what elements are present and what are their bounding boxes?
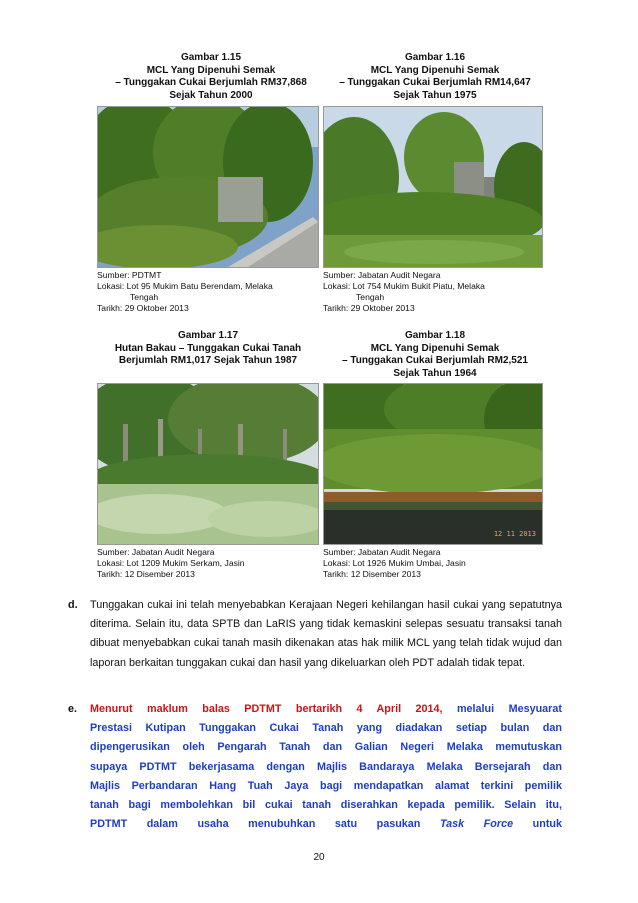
source-text: Sumber: Jabatan Audit Negara [323, 270, 441, 280]
caption-line: Berjumlah RM1,017 Sejak Tahun 1987 [118, 355, 298, 366]
paragraph-line: Prestasi Kutipan Tunggakan Cukai Tanah yang diadakan setiap bulan dan [90, 722, 562, 735]
location-text: Lokasi: Lot 1209 Mukim Serkam, Jasin [97, 558, 245, 568]
figure-1-16-caption [325, 52, 545, 102]
figure-1-18-source [323, 547, 466, 580]
caption-line: Gambar 1.18 [404, 330, 466, 341]
riverside-vegetation-photo [323, 383, 543, 545]
date-text: Tarikh: 12 Disember 2013 [323, 569, 421, 579]
location-text: Lokasi: Lot 1926 Mukim Umbai, Jasin [323, 558, 466, 568]
source-text: Sumber: Jabatan Audit Negara [323, 547, 441, 557]
figure-1-17-caption [98, 330, 318, 368]
paragraph-label: e. [68, 703, 78, 715]
caption-line: – Tunggakan Cukai Berjumlah RM37,868 [115, 77, 307, 88]
figure-1-15-source [97, 270, 273, 314]
overgrown-ruins-photo [323, 106, 543, 268]
location-text-cont: Tengah [130, 292, 159, 302]
paragraph-text: Tunggakan cukai ini telah menyebabkan Kerajaan Negeri kehilangan hasil cukai yang sepatutnya diterima. Selain itu, data SPTB dan LaRIS yang tidak kemaskini selepas sesuatu transaksi tanah dibuat menyebabkan cukai tanah masih dikenakan atas hak milik MCL yang telah tidak wujud dan laporan berkaitan tunggakan cukai dan hasil yang dikeluarkan oleh PDT adalah tidak tepat. [90, 599, 562, 669]
paragraph-line: Majlis Perbandaran Hang Tuah Jaya bagi mendapatkan alamat terkini pemilik [90, 779, 562, 792]
figure-1-16-source [323, 270, 485, 314]
caption-line: MCL Yang Dipenuhi Semak [370, 64, 500, 76]
caption-line: – Tunggakan Cukai Berjumlah RM14,647 [339, 77, 531, 88]
paragraph-line: melalui Mesyuarat [456, 703, 562, 715]
paragraph-line: PDTMT dalam usaha menubuhkan satu pasukan [90, 818, 421, 831]
page-number: 20 [313, 852, 325, 863]
location-text-cont: Tengah [356, 292, 385, 302]
caption-line: Sejak Tahun 1975 [393, 89, 477, 101]
caption-line: Gambar 1.17 [177, 330, 239, 341]
caption-line: MCL Yang Dipenuhi Semak [370, 342, 500, 354]
photo-date-stamp: 12 11 2013 [493, 530, 536, 538]
paragraph-e [68, 700, 563, 834]
figure-1-15-caption [101, 52, 321, 102]
location-text: Lokasi: Lot 95 Mukim Batu Berendam, Melaka [97, 281, 273, 291]
caption-line: Hutan Bakau – Tunggakan Cukai Tanah [114, 342, 302, 354]
paragraph-line: dipengerusikan oleh Pengarah Tanah dan Galian Negeri Melaka memutuskan [90, 741, 562, 754]
caption-line: Gambar 1.16 [404, 52, 466, 63]
location-text: Lokasi: Lot 754 Mukim Bukit Piatu, Melaka [323, 281, 485, 291]
caption-line: Sejak Tahun 1964 [393, 367, 477, 379]
response-date-text: Menurut maklum balas PDTMT bertarikh 4 April 2014, [90, 703, 443, 715]
figure-1-18-caption [325, 330, 545, 380]
date-text: Tarikh: 29 Oktober 2013 [97, 303, 189, 313]
paragraph-tail: untuk [532, 818, 563, 831]
date-text: Tarikh: 29 Oktober 2013 [323, 303, 415, 313]
paragraph-label: d. [68, 599, 78, 611]
paragraph-d [68, 596, 562, 673]
caption-line: Gambar 1.15 [180, 52, 242, 63]
date-text: Tarikh: 12 Disember 2013 [97, 569, 195, 579]
roadside-bushes-photo [97, 106, 319, 268]
figure-1-17-source [97, 547, 245, 580]
paragraph-line: tanah bagi membolehkan bil cukai tanah diserahkan kepada pemilik. Selain itu, [90, 799, 562, 812]
italic-term: Task Force [439, 818, 514, 831]
caption-line: – Tunggakan Cukai Berjumlah RM2,521 [342, 355, 528, 366]
source-text: Sumber: Jabatan Audit Negara [97, 547, 215, 557]
caption-line: Sejak Tahun 2000 [169, 89, 253, 101]
paragraph-line: supaya PDTMT bekerjasama dengan Majlis Bandaraya Melaka Bersejarah dan [90, 760, 562, 773]
source-text: Sumber: PDTMT [97, 270, 162, 280]
caption-line: MCL Yang Dipenuhi Semak [146, 64, 276, 76]
mangrove-forest-photo [97, 383, 319, 545]
